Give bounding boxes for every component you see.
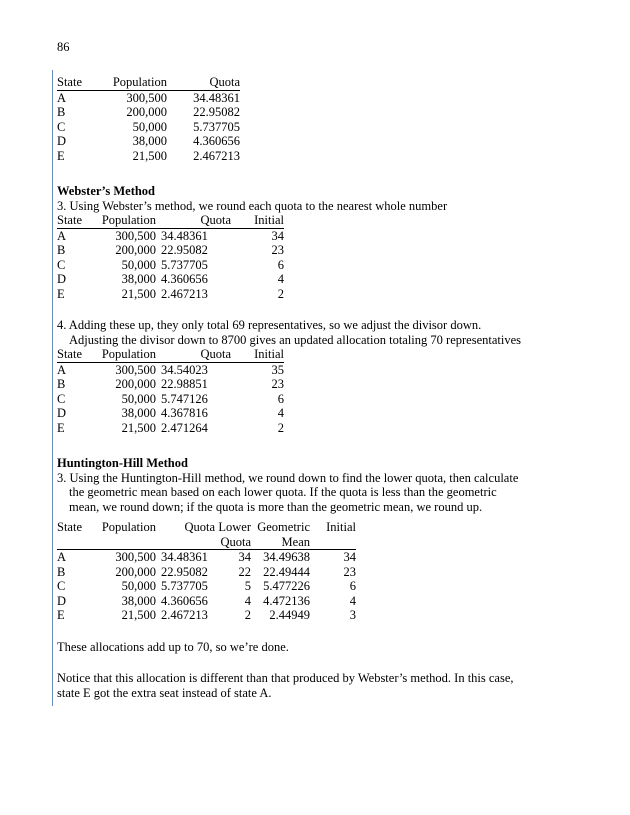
table-cell: 34.54023 [161,362,208,377]
table-row [57,258,284,273]
table-cell: A [57,550,67,564]
table-cell: 35 [271,362,284,377]
table-row [57,149,240,164]
table-cell: 4 [349,593,356,608]
table-cell: E [57,608,65,622]
huntington-step-3-cont: mean, we round down; if the quota is more than the geometric mean, we round up. [69,499,483,514]
column-header: Initial [310,520,356,550]
table-cell: 3 [349,608,356,622]
column-header: Quota [167,75,240,90]
table-cell: 50,000 [121,257,156,272]
table-cell: 5.747126 [161,391,208,406]
table-row [57,392,284,407]
table-cell: 2 [244,608,251,622]
table-cell: 4.360656 [193,134,240,148]
table-cell: 2 [277,420,284,435]
table-header-row [57,75,240,90]
table-cell: 300,500 [115,362,156,377]
table-cell: 23 [271,243,284,257]
table-header-row [57,213,284,228]
table-cell: 6 [349,579,356,593]
table-cell: 21,500 [132,148,167,163]
table-cell: 21,500 [121,420,156,435]
table-cell: 4 [277,272,284,286]
table-cell: 50,000 [121,579,156,593]
notice-text-cont: state E got the extra seat instead of state A. [57,685,272,700]
column-header: Population [99,347,156,362]
table-header-row [57,347,284,362]
table-row [57,90,240,105]
table-cell: D [57,272,67,286]
table-cell: 5.737705 [161,257,208,272]
table-cell: 22.98851 [161,377,208,391]
webster-step-4-cont: Adjusting the divisor down to 8700 gives an updated allocation totaling 70 representatives [69,332,521,347]
table-cell: 21,500 [121,286,156,301]
table-row [57,105,240,120]
huntington-step-3: 3. Using the Huntington-Hill method, we round down to find the lower quota, then calculate [57,470,519,485]
column-header: Quota [156,213,231,228]
table-cell: 34 [271,228,284,243]
table-cell: B [57,564,66,579]
table-cell: E [57,420,65,435]
table-cell: 38,000 [132,134,167,148]
table-row [57,272,284,287]
table-cell: 2.44949 [269,608,310,622]
table-cell: 34.48361 [193,90,240,105]
table-row [57,608,356,623]
table-cell: 22.95082 [161,564,208,579]
table-cell: 22.95082 [161,243,208,257]
table-cell: 200,000 [115,243,156,257]
table-cell: 34 [343,550,356,564]
table-cell: 22 [238,564,251,579]
table-cell: 23 [271,377,284,391]
table-cell: C [57,119,66,134]
column-header: Initial [231,213,284,228]
table-row [57,243,284,258]
table-row [57,579,356,594]
table-cell: 2.467213 [161,286,208,301]
table-cell: 4.472136 [263,593,310,608]
table-cell: 38,000 [121,406,156,420]
table-cell: C [57,257,66,272]
table-cell: B [57,105,66,119]
table-cell: D [57,593,67,608]
column-header: Population [99,213,156,228]
table-row [57,594,356,609]
table-row [57,550,356,565]
table-cell: 5 [244,579,251,593]
table-row [57,421,284,436]
table-cell: D [57,406,67,420]
table-cell: 38,000 [121,593,156,608]
page-content [57,75,547,700]
webster-step-4: 4. Adding these up, they only total 69 representatives, so we adjust the divisor down. [57,318,482,332]
column-header: State [57,75,97,90]
table-cell: 4.360656 [161,272,208,286]
table-row [57,228,284,243]
table-cell: D [57,134,67,148]
table-row [57,362,284,377]
table-cell: A [57,228,67,243]
table-cell: 21,500 [121,608,156,622]
table-row [57,134,240,149]
table-cell: 2.467213 [193,148,240,163]
table-cell: 200,000 [115,564,156,579]
column-header: State [57,347,99,362]
table-cell: 5.737705 [161,579,208,593]
table-cell: B [57,377,66,391]
table-row [57,287,284,302]
table-cell: C [57,579,66,593]
table-cell: 5.477226 [263,579,310,593]
table-row [57,120,240,135]
table-cell: E [57,148,65,163]
table-header-row [57,520,356,550]
table-cell: 2 [277,286,284,301]
table-cell: 22.49444 [263,564,310,579]
webster-step-3: 3. Using Webster’s method, we round each quota to the nearest whole number [57,198,448,213]
table-cell: 38,000 [121,272,156,286]
column-header: Initial [231,347,284,362]
table-cell: A [57,362,67,377]
margin-rule [52,70,53,706]
conclusion-text: These allocations add up to 70, so we’re done. [57,639,289,654]
table-cell: 34.48361 [161,550,208,564]
webster-initial-table [57,213,284,301]
column-header: Quota [156,520,215,550]
table-cell: 200,000 [126,105,167,119]
table-cell: 34 [238,550,251,564]
table-cell: 50,000 [121,391,156,406]
column-header: Lower Quota [215,520,251,550]
column-header: Geometric Mean [251,520,310,550]
table-cell: 300,500 [115,550,156,564]
table-cell: 4 [244,593,251,608]
notice-text: Notice that this allocation is different than that produced by Webster’s method. In this case, [57,671,514,685]
table-cell: 23 [343,564,356,579]
table-cell: 300,500 [126,90,167,105]
webster-heading: Webster’s Method [57,184,156,198]
huntington-heading: Huntington-Hill Method [57,456,188,470]
table-cell: 4 [277,406,284,420]
quota-table [57,75,240,163]
table-cell: 300,500 [115,228,156,243]
table-cell: 34.48361 [161,228,208,243]
table-cell: 4.360656 [161,593,208,608]
table-cell: 200,000 [115,377,156,391]
column-header: Population [97,75,167,90]
webster-adjusted-table [57,347,284,435]
huntington-step-3-cont: the geometric mean based on each lower quota. If the quota is less than the geometric [69,485,497,499]
table-cell: E [57,286,65,301]
table-cell: B [57,243,66,257]
table-row [57,565,356,580]
table-row [57,406,284,421]
table-row [57,377,284,392]
table-cell: 6 [277,391,284,406]
table-cell: 2.471264 [161,420,208,435]
table-cell: 34.49638 [263,550,310,564]
table-cell: A [57,90,67,105]
table-cell: 50,000 [132,119,167,134]
table-cell: 4.367816 [161,406,208,420]
table-cell: 6 [277,257,284,272]
huntington-table [57,520,356,623]
column-header: State [57,213,99,228]
table-cell: C [57,391,66,406]
table-cell: 2.467213 [161,608,208,622]
page-number: 86 [57,40,70,54]
column-header: Quota [156,347,231,362]
column-header: State [57,520,99,550]
column-header: Population [99,520,156,550]
table-cell: 5.737705 [193,119,240,134]
table-cell: 22.95082 [193,105,240,119]
